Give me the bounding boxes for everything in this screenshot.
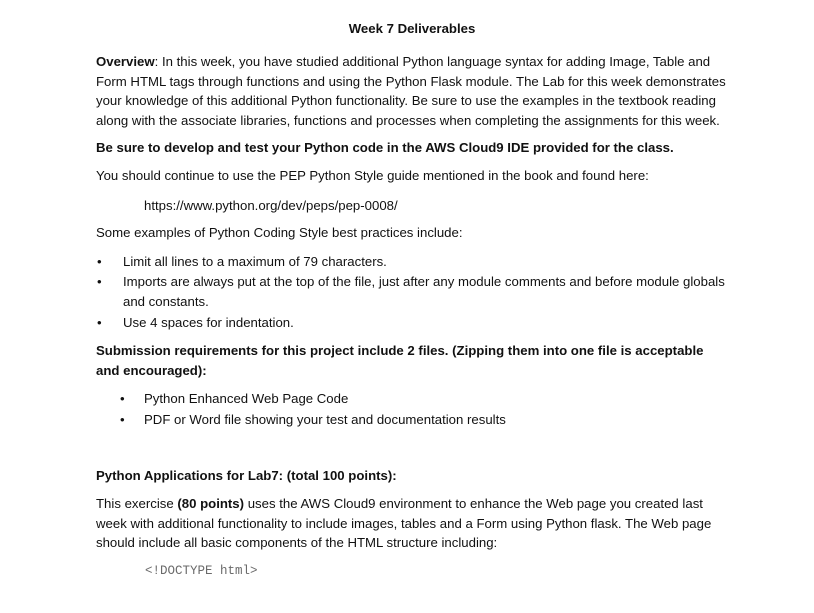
submission-bullet-list — [96, 389, 728, 429]
style-bullet-list — [96, 252, 728, 332]
cloud9-note: Be sure to develop and test your Python code in the AWS Cloud9 IDE provided for the class. — [96, 140, 674, 156]
list-item — [96, 272, 728, 311]
list-item-text: Imports are always put at the top of the file, just after any module comments and before module globals and constants. — [123, 274, 725, 309]
page-title: Week 7 Deliverables — [348, 21, 476, 36]
bullet-icon: • — [120, 391, 125, 407]
bullet-icon: • — [97, 314, 102, 330]
list-item-text: Limit all lines to a maximum of 79 characters. — [123, 253, 387, 269]
bullet-icon: • — [97, 253, 102, 269]
list-item — [96, 252, 728, 272]
overview-text: : In this week, you have studied additional Python language syntax for adding Image, Table and Form HTML tags through functions and using the Python Flask module. The Lab for this week demonstrates your knowledge of this additional Python functionality. Be sure to use the examples in the textbook reading along with the associate libraries, functions and processes when completing the assignments for this week. — [96, 54, 726, 128]
list-item — [96, 313, 728, 333]
bullet-icon: • — [97, 274, 102, 290]
submission-heading: Submission requirements for this project include 2 files. (Zipping them into one file is acceptable and encouraged): — [96, 343, 704, 378]
pep-intro: You should continue to use the PEP Python Style guide mentioned in the book and found here: — [96, 167, 649, 183]
exercise-points: (80 points) — [177, 496, 245, 512]
bullet-icon: • — [120, 411, 125, 427]
list-item-text: Use 4 spaces for indentation. — [123, 314, 294, 330]
document-page — [96, 0, 728, 581]
list-item — [96, 410, 728, 430]
overview-label: Overview — [96, 54, 155, 69]
code-snippet: <!DOCTYPE html> — [145, 563, 258, 578]
exercise-text: uses the AWS Cloud9 environment to enhance the Web page you created last week with additional functionality to include images, tables and a Form using Python flask. The Web page should include all basic components of the HTML structure including: — [96, 496, 712, 551]
list-item-text: PDF or Word file showing your test and documentation results — [144, 411, 506, 427]
pep-url-link[interactable]: https://www.python.org/dev/peps/pep-0008/ — [144, 197, 398, 213]
list-item — [96, 389, 728, 409]
overview-paragraph — [96, 52, 728, 130]
exercise-paragraph — [96, 494, 728, 553]
list-item-text: Python Enhanced Web Page Code — [144, 391, 349, 407]
examples-intro: Some examples of Python Coding Style best practices include: — [96, 225, 463, 241]
exercise-lead: This exercise — [96, 496, 178, 512]
apps-heading: Python Applications for Lab7: (total 100 points): — [96, 467, 397, 483]
